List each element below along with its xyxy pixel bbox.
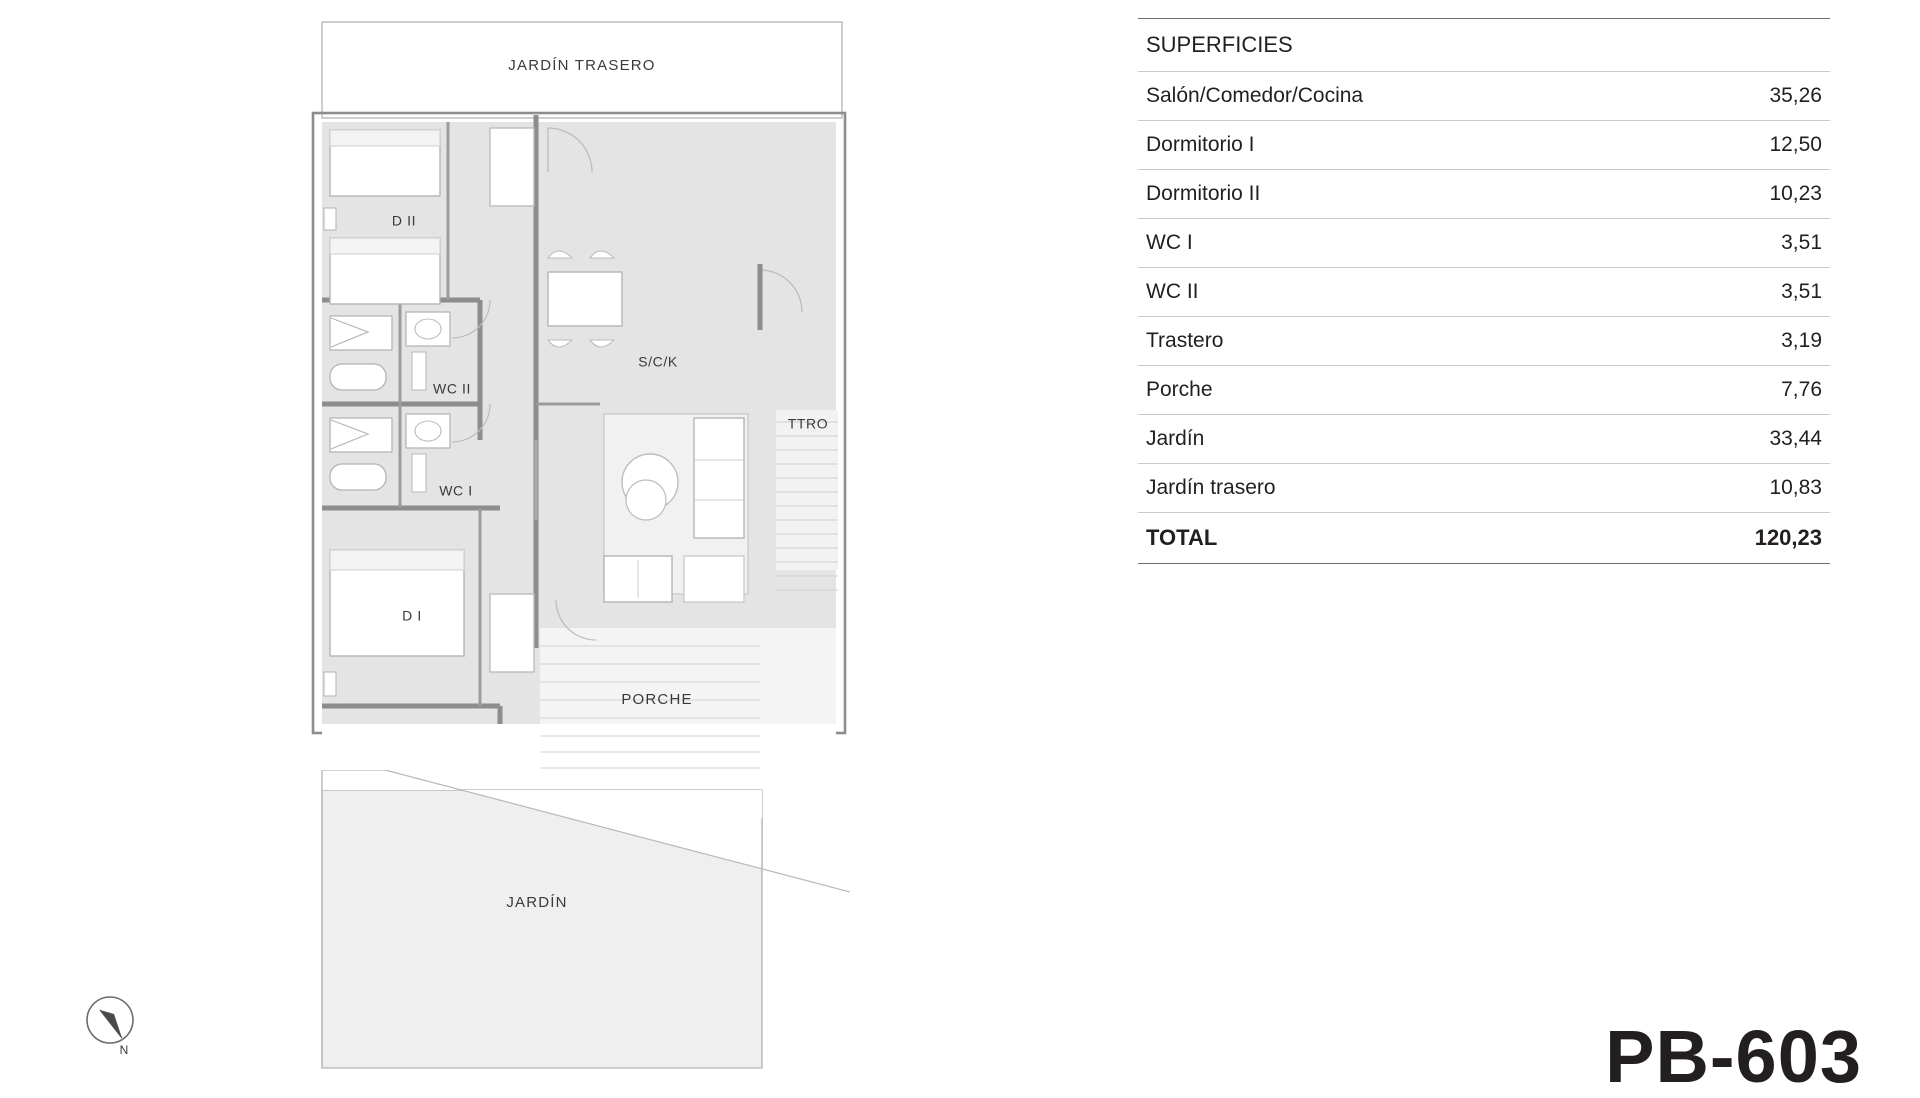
surfaces-row-value: 10,83	[1646, 464, 1831, 513]
compass-label-north: N	[119, 1043, 129, 1057]
surfaces-row-value: 3,51	[1646, 268, 1831, 317]
surfaces-row	[1138, 219, 1830, 268]
label-salon-comedor-cocina: S/C/K	[638, 353, 678, 370]
surfaces-row-name: Porche	[1138, 366, 1646, 415]
surfaces-header-row	[1138, 19, 1830, 72]
surfaces-row	[1138, 170, 1830, 219]
compass	[78, 988, 148, 1068]
surfaces-row-value: 10,23	[1646, 170, 1831, 219]
label-porche: PORCHE	[621, 690, 693, 708]
surfaces-row-value: 33,44	[1646, 415, 1831, 464]
surfaces-row	[1138, 317, 1830, 366]
surfaces-total-value: 120,23	[1646, 513, 1831, 564]
surfaces-row-name: WC II	[1138, 268, 1646, 317]
surfaces-row	[1138, 268, 1830, 317]
label-jardin-trasero: JARDÍN TRASERO	[508, 56, 656, 74]
surfaces-row-value: 12,50	[1646, 121, 1831, 170]
surfaces-row-name: Jardín	[1138, 415, 1646, 464]
label-jardin: JARDÍN	[506, 893, 568, 911]
surfaces-title: SUPERFICIES	[1138, 19, 1830, 72]
surfaces-row-name: Trastero	[1138, 317, 1646, 366]
surfaces-row-name: Jardín trasero	[1138, 464, 1646, 513]
label-wc-1: WC I	[439, 482, 473, 499]
surfaces-row-name: Dormitorio II	[1138, 170, 1646, 219]
plan-code: PB-603	[1605, 1015, 1862, 1098]
surfaces-row-value: 35,26	[1646, 72, 1831, 121]
surfaces-total-label: TOTAL	[1138, 513, 1646, 564]
surfaces-row	[1138, 415, 1830, 464]
surfaces-row-value: 3,51	[1646, 219, 1831, 268]
surfaces-row-name: WC I	[1138, 219, 1646, 268]
label-dormitorio-2: D II	[391, 212, 417, 229]
surfaces-row-name: Salón/Comedor/Cocina	[1138, 72, 1646, 121]
label-wc-2: WC II	[433, 380, 471, 397]
surfaces-row-value: 7,76	[1646, 366, 1831, 415]
surfaces-row	[1138, 464, 1830, 513]
surfaces-row	[1138, 366, 1830, 415]
label-dormitorio-1: D I	[402, 607, 422, 624]
surfaces-row-value: 3,19	[1646, 317, 1831, 366]
surfaces-table	[1138, 18, 1830, 564]
surfaces-row	[1138, 72, 1830, 121]
surfaces-row-name: Dormitorio I	[1138, 121, 1646, 170]
furniture-living-set	[604, 414, 748, 602]
label-trastero: TTRO	[787, 415, 829, 432]
surfaces-row	[1138, 121, 1830, 170]
surfaces-total-row	[1138, 513, 1830, 564]
